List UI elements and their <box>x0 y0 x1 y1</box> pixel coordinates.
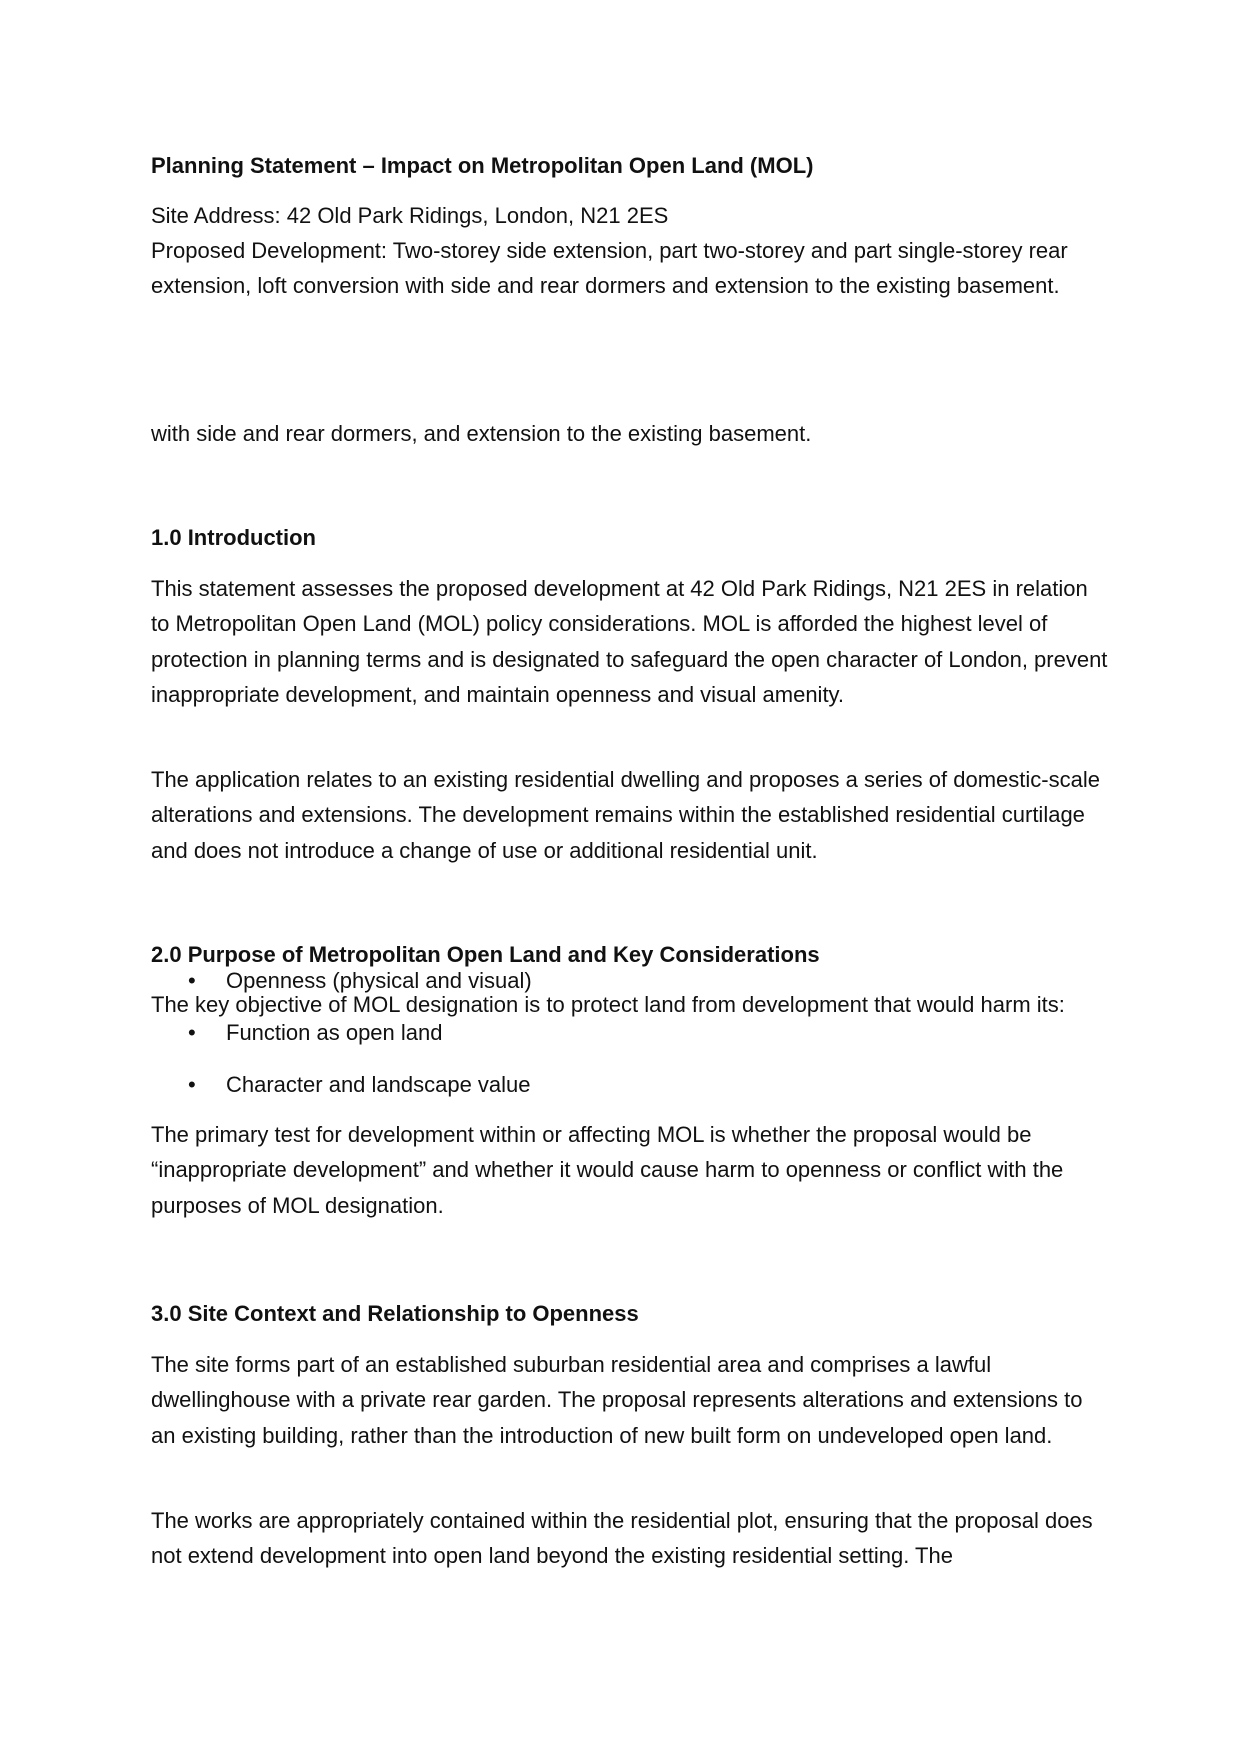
bullet-text-function: Function as open land <box>226 1020 443 1045</box>
bullet-icon: • <box>188 1072 196 1097</box>
mol-test-paragraph: The primary test for development within or affecting MOL is whether the proposal would be “inappropriate development” and whether it would cause harm to openness or conflict with the purposes of MOL designation. <box>151 1122 1064 1218</box>
site-context-paragraph-2: The works are appropriately contained within the residential plot, ensuring that the proposal does not extend development into open land beyond the existing residential setting. The <box>151 1508 1093 1569</box>
proposed-development: Proposed Development: Two-storey side extension, part two-storey and part single-storey rear extension, loft conversion with side and rear dormers and extension to the existing basement. <box>151 238 1068 299</box>
section-heading-site-context: 3.0 Site Context and Relationship to Openness <box>151 1301 639 1326</box>
bullet-text-openness: Openness (physical and visual) <box>226 968 532 993</box>
bullet-text-character: Character and landscape value <box>226 1072 531 1097</box>
document-title: Planning Statement – Impact on Metropolitan Open Land (MOL) <box>151 153 814 178</box>
intro-paragraph-2: The application relates to an existing residential dwelling and proposes a series of domestic-scale alterations and extensions. The development remains within the established residential curtilage and does not introduce a change of use or additional residential unit. <box>151 767 1100 863</box>
fragment-line: with side and rear dormers, and extension to the existing basement. <box>151 421 812 446</box>
bullet-icon: • <box>188 968 196 993</box>
intro-paragraph-1: This statement assesses the proposed development at 42 Old Park Ridings, N21 2ES in relation to Metropolitan Open Land (MOL) policy considerations. MOL is afforded the highest level of protection in planning terms and is designated to safeguard the open character of London, prevent inappropriate development, and maintain openness and visual amenity. <box>151 576 1108 707</box>
section-heading-introduction: 1.0 Introduction <box>151 525 316 550</box>
bullet-icon: • <box>188 1020 196 1045</box>
section-heading-mol-purpose: 2.0 Purpose of Metropolitan Open Land and Key Considerations <box>151 942 820 967</box>
site-address: Site Address: 42 Old Park Ridings, London, N21 2ES <box>151 203 669 228</box>
site-context-paragraph-1: The site forms part of an established suburban residential area and comprises a lawful dwellinghouse with a private rear garden. The proposal represents alterations and extensions to an existing building, rather than the introduction of new built form on undeveloped open land. <box>151 1352 1083 1448</box>
mol-intro-text: The key objective of MOL designation is to protect land from development that would harm its: <box>151 992 1065 1017</box>
